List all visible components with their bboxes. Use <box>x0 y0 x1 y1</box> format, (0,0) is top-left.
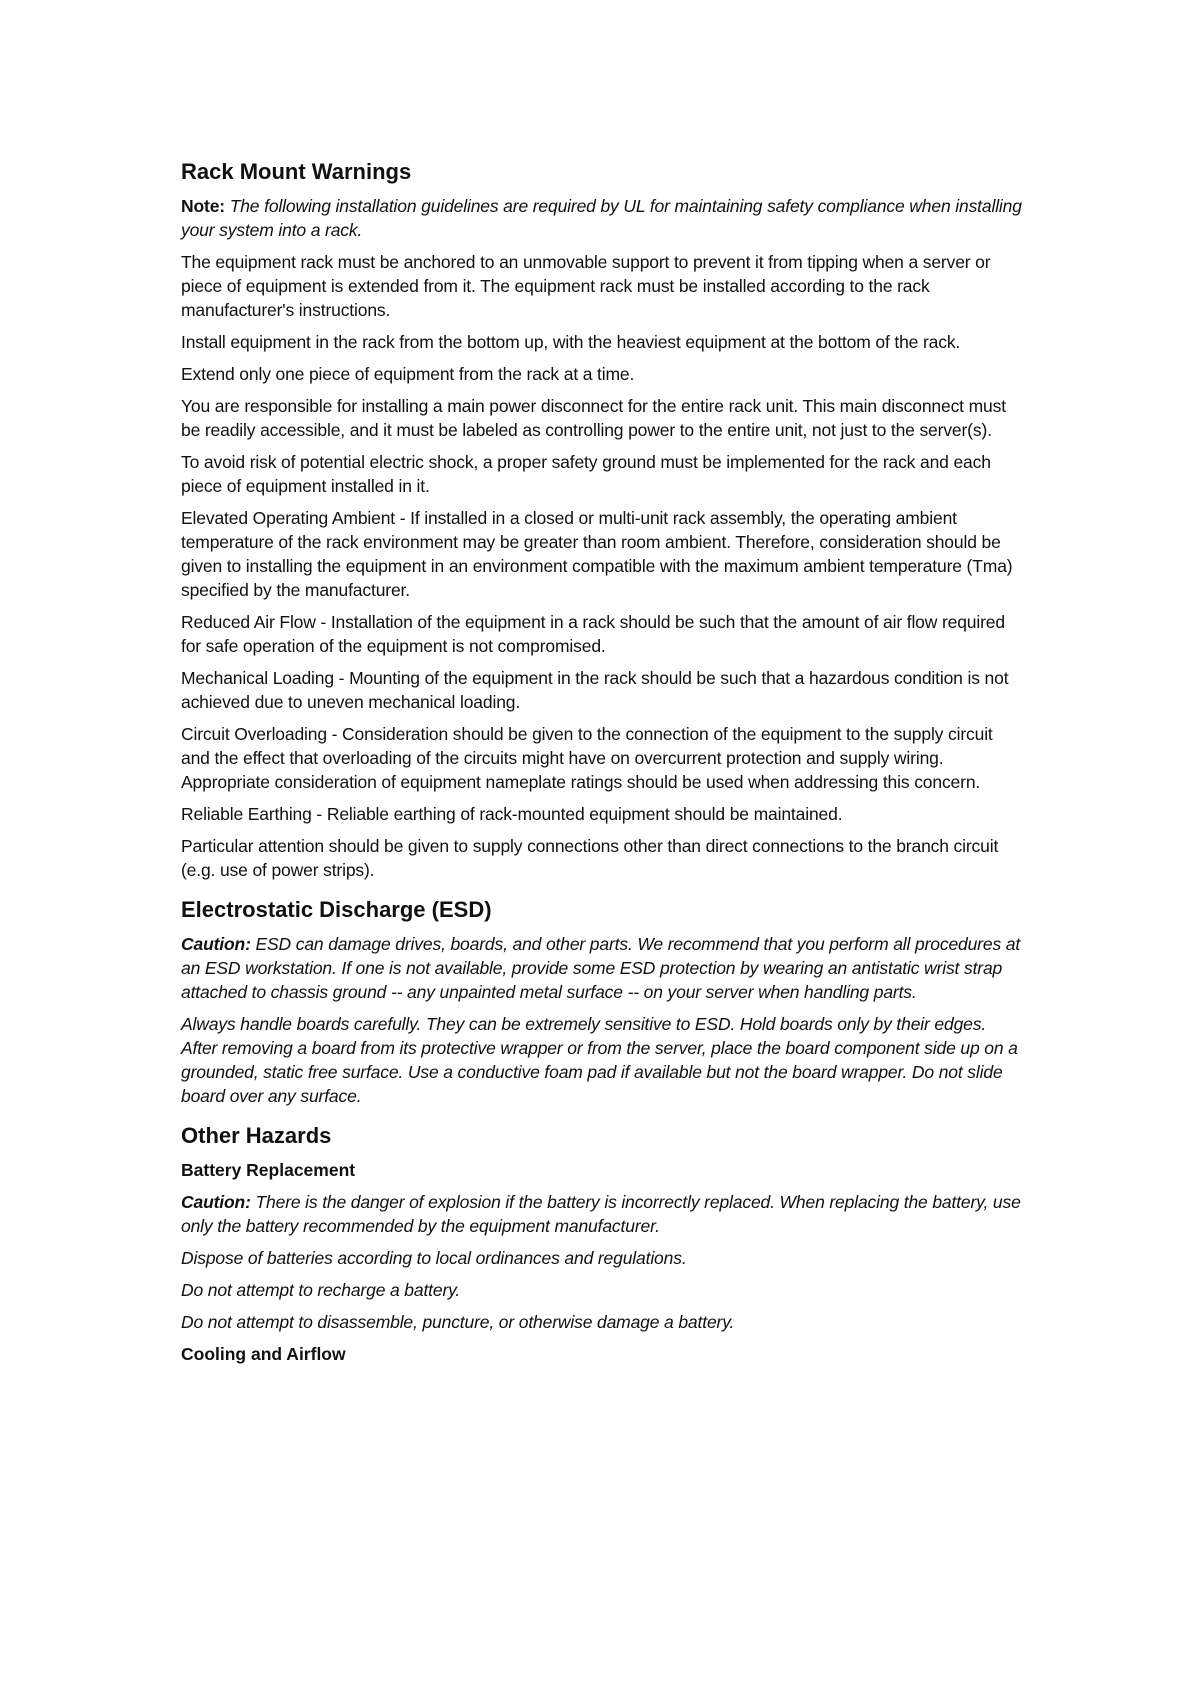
note-label: Note: <box>181 196 225 216</box>
battery-caution-label: Caution: <box>181 1192 251 1212</box>
esd-caution-text: ESD can damage drives, boards, and other parts. We recommend that you perform all procedures at an ESD workstation. If one is not available, provide some ESD protection by wearing an antistatic wrist strap attached to chassis ground -- any unpainted metal surface -- on your server when handling parts. <box>181 934 1021 1002</box>
battery-caution-paragraph <box>181 1190 1026 1238</box>
rack-note-paragraph <box>181 194 1026 242</box>
page-content <box>181 158 1026 1374</box>
rack-paragraph-power-disconnect: You are responsible for installing a main power disconnect for the entire rack unit. This main disconnect must be readily accessible, and it must be labeled as controlling power to the entire unit, not just to the server(s). <box>181 396 1006 440</box>
battery-replacement-heading: Battery Replacement <box>181 1160 356 1180</box>
battery-dispose-item: Dispose of batteries according to local ordinances and regulations. <box>181 1248 687 1268</box>
esd-caution-label: Caution: <box>181 934 251 954</box>
rack-paragraph-supply-connections: Particular attention should be given to supply connections other than direct connections to the branch circuit (e.g. use of power strips). <box>181 836 999 880</box>
rack-paragraph-mechanical-loading: Mechanical Loading - Mounting of the equipment in the rack should be such that a hazardous condition is not achieved due to uneven mechanical loading. <box>181 668 1009 712</box>
rack-paragraph-elevated-ambient: Elevated Operating Ambient - If installed in a closed or multi-unit rack assembly, the operating ambient temperature of the rack environment may be greater than room ambient. Therefore, consideration should be given to installing the equipment in an environment compatible with the maximum ambient temperature (Tma) specified by the manufacturer. <box>181 508 1013 600</box>
cooling-airflow-heading: Cooling and Airflow <box>181 1344 346 1364</box>
rack-paragraph-safety-ground: To avoid risk of potential electric shock, a proper safety ground must be implemented for the rack and each piece of equipment installed in it. <box>181 452 991 496</box>
battery-damage-item: Do not attempt to disassemble, puncture, or otherwise damage a battery. <box>181 1312 735 1332</box>
rack-paragraph-reliable-earthing: Reliable Earthing - Reliable earthing of rack-mounted equipment should be maintained. <box>181 804 843 824</box>
note-text: The following installation guidelines are required by UL for maintaining safety compliance when installing your system into a rack. <box>181 196 1022 240</box>
rack-paragraph-extend-one: Extend only one piece of equipment from the rack at a time. <box>181 364 635 384</box>
battery-caution-text: There is the danger of explosion if the battery is incorrectly replaced. When replacing the battery, use only the battery recommended by the equipment manufacturer. <box>181 1192 1021 1236</box>
rack-paragraph-anchoring: The equipment rack must be anchored to an unmovable support to prevent it from tipping when a server or piece of equipment is extended from it. The equipment rack must be installed according to the rack manufacturer's instructions. <box>181 252 991 320</box>
rack-mount-warnings-heading: Rack Mount Warnings <box>181 159 412 184</box>
esd-handling-paragraph: Always handle boards carefully. They can be extremely sensitive to ESD. Hold boards only by their edges. After removing a board from its protective wrapper or from the server, place the board component side up on a grounded, static free surface. Use a conductive foam pad if available but not the board wrapper. Do not slide board over any surface. <box>181 1014 1018 1106</box>
rack-paragraph-bottom-up: Install equipment in the rack from the bottom up, with the heaviest equipment at the bottom of the rack. <box>181 332 961 352</box>
battery-recharge-item: Do not attempt to recharge a battery. <box>181 1280 461 1300</box>
esd-heading: Electrostatic Discharge (ESD) <box>181 897 492 922</box>
rack-paragraph-circuit-overloading: Circuit Overloading - Consideration should be given to the connection of the equipment to the supply circuit and the effect that overloading of the circuits might have on overcurrent protection and supply wiring. Appropriate consideration of equipment nameplate ratings should be used when addressing this concern. <box>181 724 993 792</box>
rack-paragraph-reduced-airflow: Reduced Air Flow - Installation of the equipment in a rack should be such that the amount of air flow required for safe operation of the equipment is not compromised. <box>181 612 1005 656</box>
other-hazards-heading: Other Hazards <box>181 1123 332 1148</box>
esd-caution-paragraph <box>181 932 1026 1004</box>
